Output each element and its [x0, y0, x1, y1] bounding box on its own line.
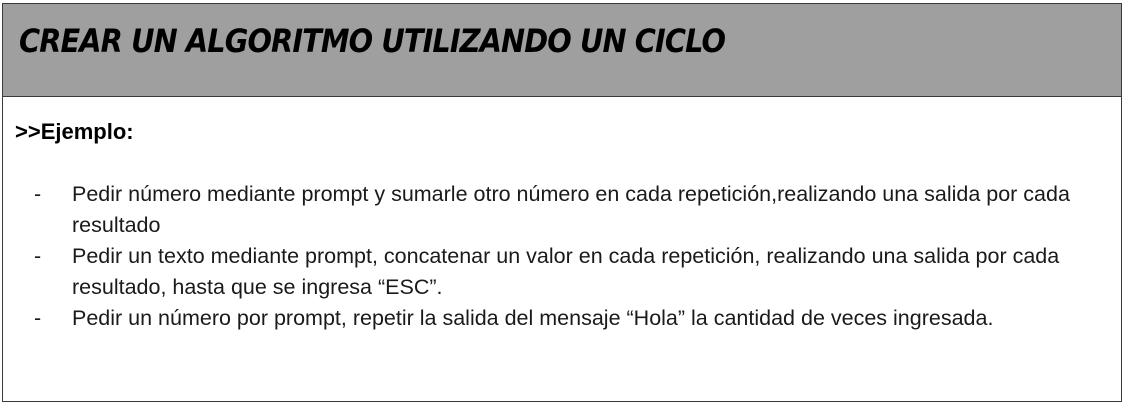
page-title: CREAR UN ALGORITMO UTILIZANDO UN CICLO [19, 22, 726, 60]
list-item [3, 179, 1083, 241]
title-bar [3, 4, 1121, 97]
exercise-list [3, 179, 1083, 334]
list-item-text: Pedir número mediante prompt y sumarle otro número en cada repetición,realizando una salida por cada resultado [72, 182, 1070, 237]
list-item-text: Pedir un número por prompt, repetir la salida del mensaje “Hola” la cantidad de veces ingresada. [72, 306, 994, 330]
list-item [3, 303, 1083, 334]
list-item-text: Pedir un texto mediante prompt, concatenar un valor en cada repetición, realizando una salida por cada resultado, hasta que se ingresa “ESC”. [72, 244, 1060, 299]
slide-frame [2, 3, 1122, 402]
bullet-dash: - [34, 244, 42, 268]
list-item [3, 241, 1083, 303]
bullet-dash: - [34, 182, 42, 206]
bullet-dash: - [34, 306, 42, 330]
example-label: >>Ejemplo: [15, 119, 134, 144]
